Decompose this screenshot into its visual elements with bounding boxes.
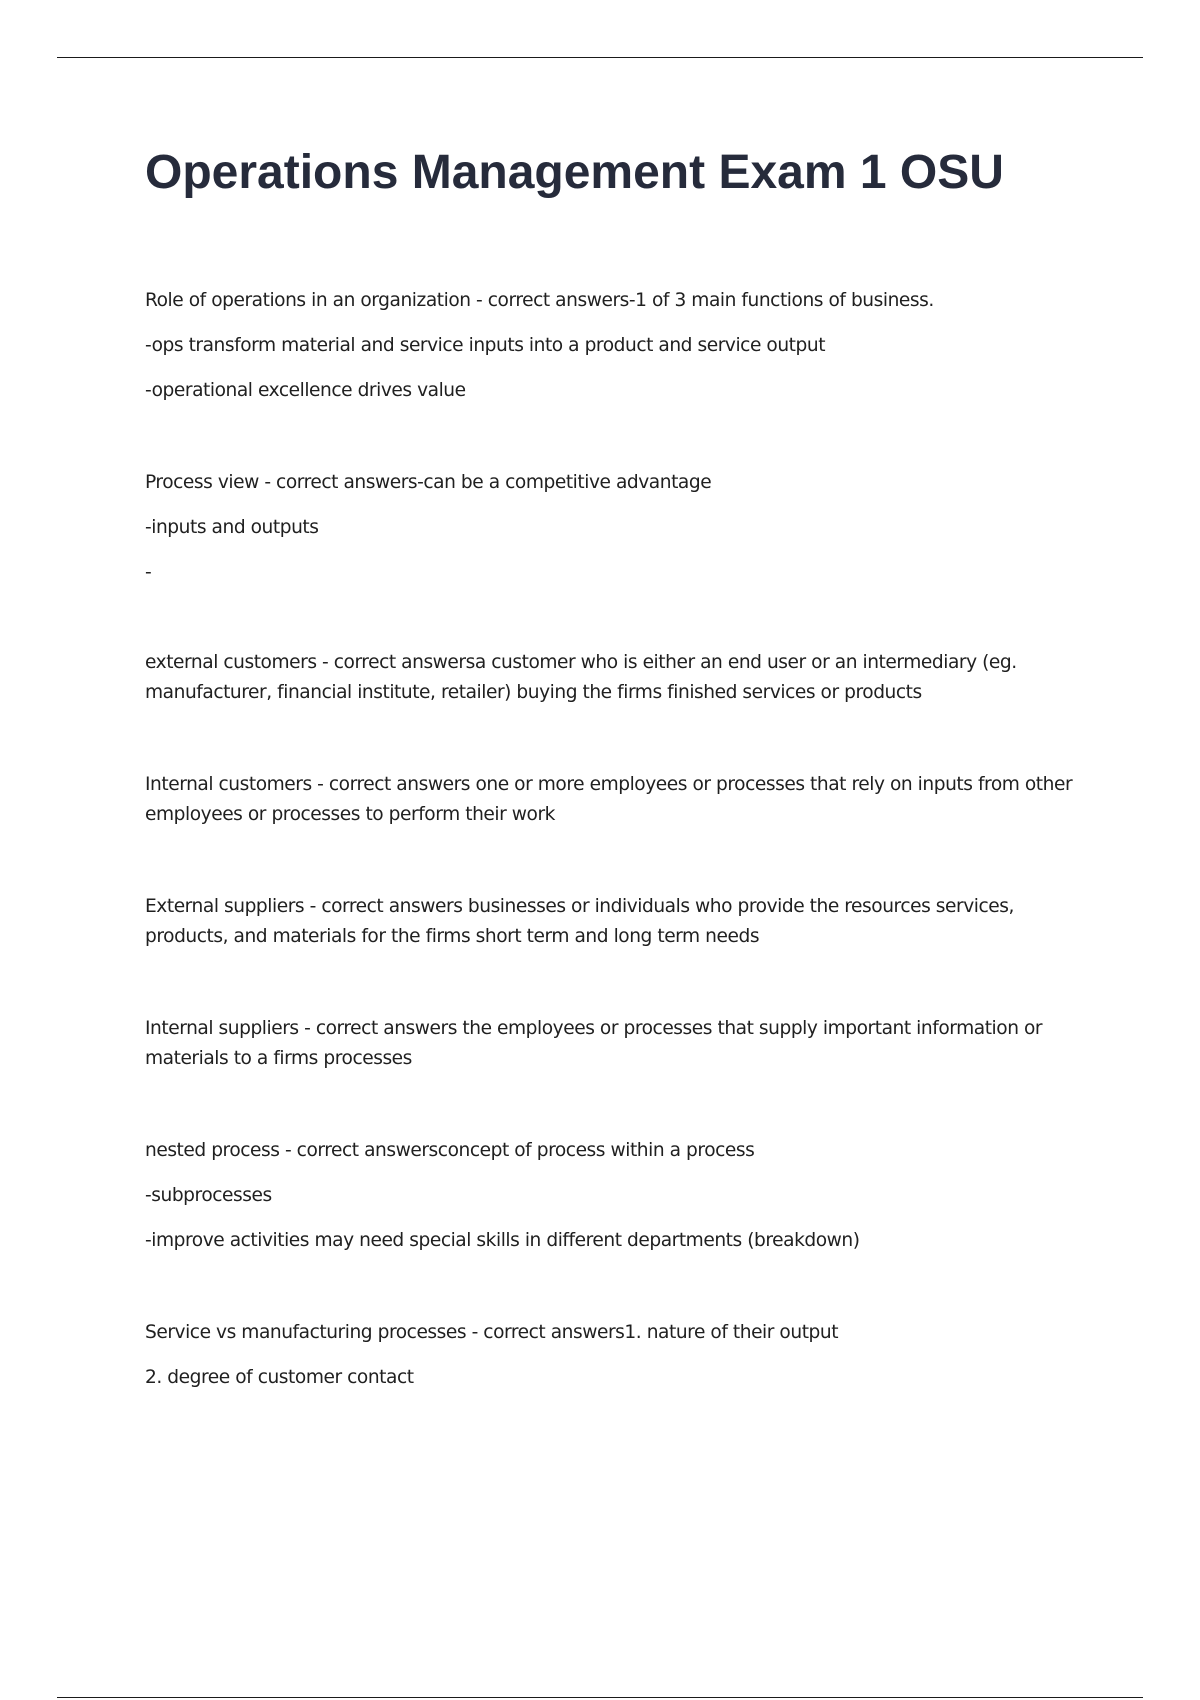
entry-external-suppliers bbox=[145, 892, 1095, 952]
entry-line: External suppliers - correct answers businesses or individuals who provide the resources services, products, and materials for the firms short term and long term needs bbox=[145, 896, 1014, 947]
entry-internal-suppliers bbox=[145, 1014, 1095, 1074]
entry-process-view bbox=[145, 468, 1095, 588]
entry-line: - bbox=[145, 562, 152, 583]
entry-line: 2. degree of customer contact bbox=[145, 1367, 414, 1388]
entry-line: -subprocesses bbox=[145, 1185, 272, 1206]
entry-line: Service vs manufacturing processes - correct answers1. nature of their output bbox=[145, 1322, 839, 1343]
entry-line: -improve activities may need special skills in different departments (breakdown) bbox=[145, 1230, 860, 1251]
entry-line: -inputs and outputs bbox=[145, 517, 319, 538]
entry-nested-process bbox=[145, 1136, 1095, 1256]
entry-line: Internal customers - correct answers one or more employees or processes that rely on inputs from other employees or processes to perform their work bbox=[145, 774, 1073, 825]
header-divider bbox=[57, 57, 1143, 58]
page-title: Operations Management Exam 1 OSU bbox=[145, 146, 1004, 199]
entry-line: Process view - correct answers-can be a competitive advantage bbox=[145, 472, 712, 493]
entry-role-of-operations bbox=[145, 286, 1095, 406]
entry-line: Internal suppliers - correct answers the employees or processes that supply important information or materials to a firms processes bbox=[145, 1018, 1043, 1069]
entry-line: -ops transform material and service inputs into a product and service output bbox=[145, 335, 826, 356]
entry-line: -operational excellence drives value bbox=[145, 380, 466, 401]
document-body bbox=[145, 286, 1095, 1455]
entry-external-customers bbox=[145, 648, 1095, 708]
entry-service-vs-manufacturing bbox=[145, 1318, 1095, 1393]
entry-internal-customers bbox=[145, 770, 1095, 830]
entry-line: Role of operations in an organization - correct answers-1 of 3 main functions of business. bbox=[145, 290, 934, 311]
entry-line: external customers - correct answersa customer who is either an end user or an intermediary (eg. manufacturer, financial institute, retailer) buying the firms finished services or products bbox=[145, 652, 1017, 703]
footer-divider bbox=[57, 1697, 1143, 1698]
entry-line: nested process - correct answersconcept of process within a process bbox=[145, 1140, 755, 1161]
